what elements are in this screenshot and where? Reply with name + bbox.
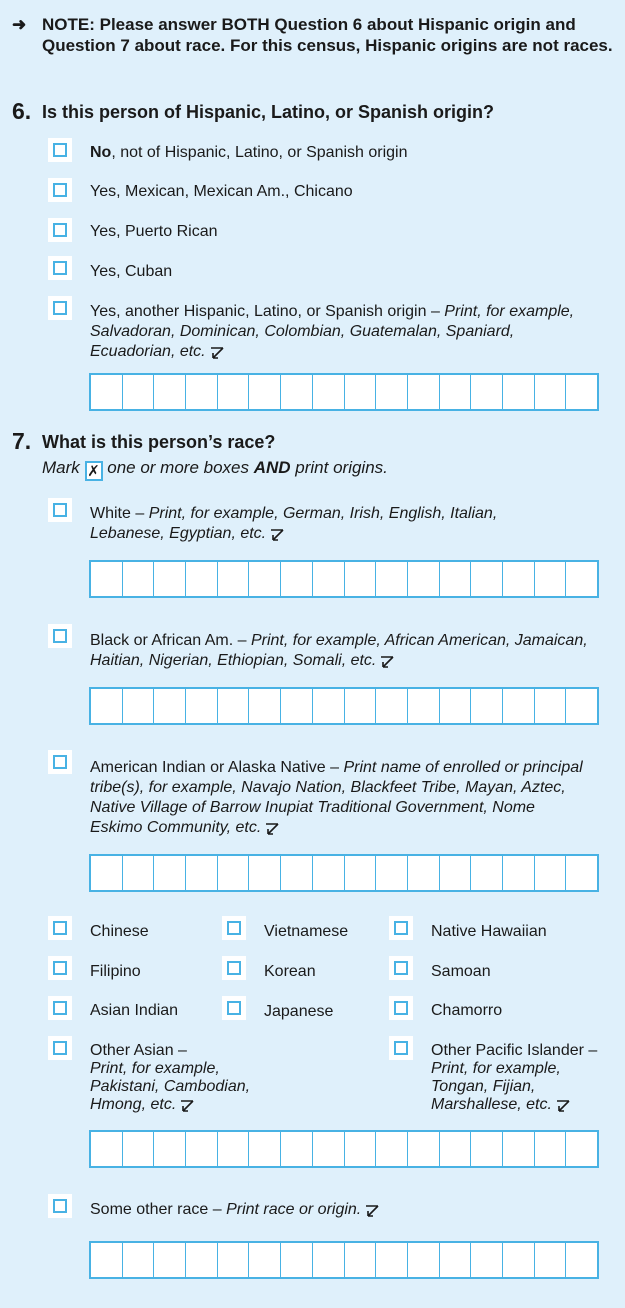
q7-japanese-checkbox[interactable]: [222, 996, 246, 1020]
q7-white-write-in-box[interactable]: [89, 560, 599, 598]
q7-vietnamese-checkbox[interactable]: [222, 916, 246, 940]
q6-write-in-box[interactable]: [89, 373, 599, 411]
q7-native-hawaiian-label: Native Hawaiian: [431, 923, 547, 940]
q6-number: 6.: [12, 98, 32, 124]
arrow-icon: ➜: [12, 15, 27, 34]
q7-aian-checkbox[interactable]: [48, 750, 72, 774]
q7-asian-indian-checkbox[interactable]: [48, 996, 72, 1020]
q7-korean-label: Korean: [264, 963, 316, 980]
q6-cuban-label: Yes, Cuban: [90, 263, 173, 280]
q6-other-hispanic-checkbox[interactable]: [48, 296, 72, 320]
q7-asian-indian-label: Asian Indian: [90, 1002, 179, 1019]
q7-other-asian-checkbox[interactable]: [48, 1036, 72, 1060]
write-arrow-icon: [265, 823, 279, 835]
q7-black-write-in-box[interactable]: [89, 687, 599, 725]
q6-mexican-label: Yes, Mexican, Mexican Am., Chicano: [90, 183, 353, 200]
note-text: NOTE: Please answer BOTH Question 6 about Hispanic origin and Question 7 about race. For this census, Hispanic origins are not races.: [42, 15, 613, 55]
q7-black-label: Black or African Am. – Print, for example, African American, Jamaican, Haitian, Nigerian, Ethiopian, Somali, etc.: [90, 632, 588, 669]
q7-some-other-label: Some other race – Print race or origin.: [90, 1200, 379, 1220]
mark-example-icon: ✗: [85, 461, 103, 481]
q7-other-asian-label: Other Asian – Print, for example, Pakistani, Cambodian, Hmong, etc.: [90, 1042, 251, 1113]
q7-instruction: Mark ✗ one or more boxes AND print origins.: [42, 458, 388, 480]
q7-korean-checkbox[interactable]: [222, 956, 246, 980]
q7-japanese-label: Japanese: [264, 1003, 334, 1020]
write-arrow-icon: [180, 1100, 194, 1112]
q6-no-checkbox[interactable]: [48, 138, 72, 162]
q7-aian-write-in-box[interactable]: [89, 854, 599, 892]
q7-chinese-checkbox[interactable]: [48, 916, 72, 940]
q7-vietnamese-label: Vietnamese: [264, 923, 349, 940]
q6-no-label: No, not of Hispanic, Latino, or Spanish origin: [90, 144, 408, 161]
q6-mexican-checkbox[interactable]: [48, 178, 72, 202]
q7-samoan-checkbox[interactable]: [389, 956, 413, 980]
write-arrow-icon: [365, 1205, 379, 1217]
q7-samoan-label: Samoan: [431, 963, 491, 980]
q7-asian-pi-write-in-box[interactable]: [89, 1130, 599, 1168]
q7-chamorro-label: Chamorro: [431, 1002, 503, 1019]
q7-other-pi-checkbox[interactable]: [389, 1036, 413, 1060]
q6-question: Is this person of Hispanic, Latino, or Spanish origin?: [42, 102, 495, 122]
q6-puerto-rican-label: Yes, Puerto Rican: [90, 223, 218, 240]
q7-native-hawaiian-checkbox[interactable]: [389, 916, 413, 940]
q7-aian-label: American Indian or Alaska Native – Print name of enrolled or principal tribe(s), for example, Navajo Nation, Blackfeet Tribe, Mayan, Aztec, Native Village of Barrow Inupiat Traditional Government, Nome Eskimo Community, etc.: [90, 759, 583, 836]
q7-chinese-label: Chinese: [90, 923, 149, 940]
write-arrow-icon: [380, 656, 394, 668]
write-arrow-icon: [556, 1100, 570, 1112]
q7-white-label: White – Print, for example, German, Irish, English, Italian, Lebanese, Egyptian, etc.: [90, 505, 498, 542]
write-arrow-icon: [270, 529, 284, 541]
q7-filipino-label: Filipino: [90, 963, 141, 980]
q6-puerto-rican-checkbox[interactable]: [48, 218, 72, 242]
q6-other-hispanic-label: Yes, another Hispanic, Latino, or Spanish origin – Print, for example, Salvadoran, Dominican, Colombian, Guatemalan, Spaniard, Ecuadorian, etc.: [90, 303, 575, 360]
q7-white-checkbox[interactable]: [48, 498, 72, 522]
write-arrow-icon: [210, 347, 224, 359]
q6-cuban-checkbox[interactable]: [48, 256, 72, 280]
q7-some-other-checkbox[interactable]: [48, 1194, 72, 1218]
q7-chamorro-checkbox[interactable]: [389, 996, 413, 1020]
q7-some-other-write-in-box[interactable]: [89, 1241, 599, 1279]
q7-question: What is this person’s race?: [42, 432, 276, 452]
q7-number: 7.: [12, 428, 32, 454]
q7-filipino-checkbox[interactable]: [48, 956, 72, 980]
q7-other-pi-label: Other Pacific Islander – Print, for example, Tongan, Fijian, Marshallese, etc.: [431, 1042, 598, 1113]
q7-black-checkbox[interactable]: [48, 624, 72, 648]
